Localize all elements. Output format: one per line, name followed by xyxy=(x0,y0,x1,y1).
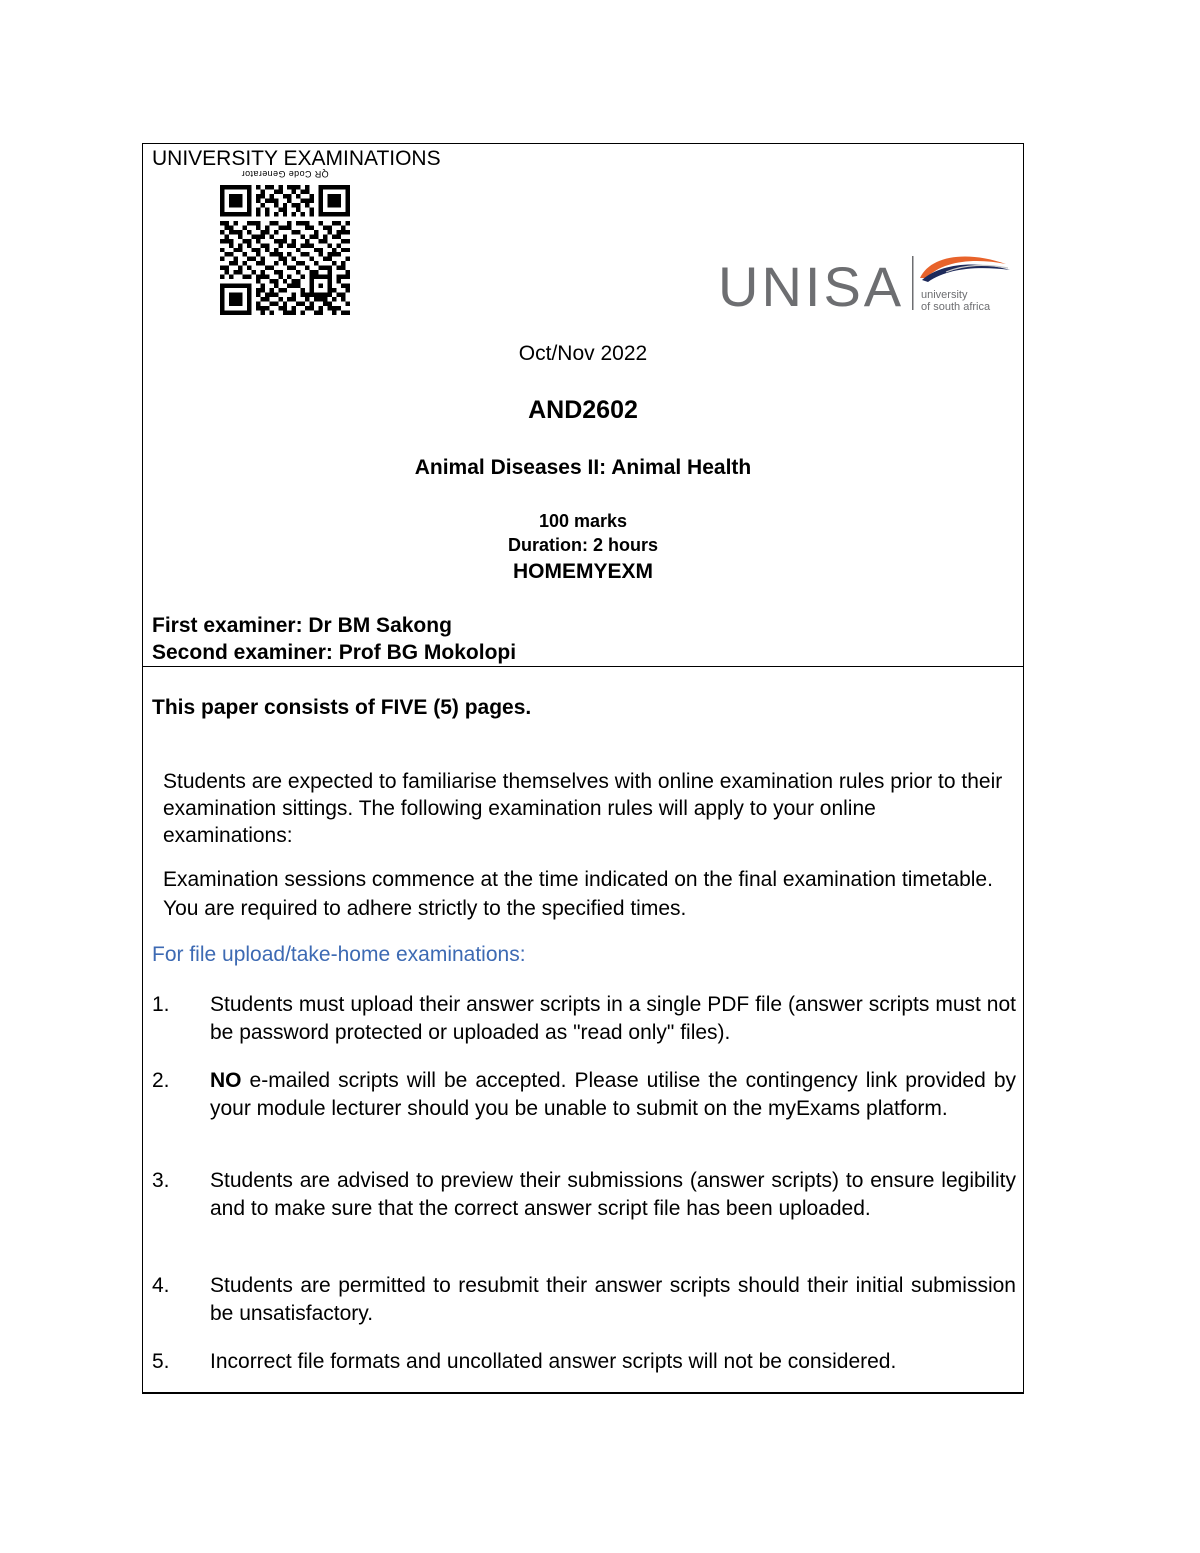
logo-subtext-2: of south africa xyxy=(921,301,991,313)
cover-divider xyxy=(142,666,1024,667)
rule-number: 5. xyxy=(152,1350,170,1373)
exam-date: Oct/Nov 2022 xyxy=(518,342,648,365)
second-examiner: Second examiner: Prof BG Mokolopi xyxy=(152,641,517,664)
module-code: AND2602 xyxy=(528,396,638,424)
total-marks: 100 marks xyxy=(538,511,628,531)
exam-type: HOMEMYEXM xyxy=(512,560,653,583)
qr-code-icon xyxy=(220,185,350,315)
rule-number: 4. xyxy=(152,1274,170,1297)
rule-text-container xyxy=(210,1067,1016,1123)
rule-text: e-mailed scripts will be accepted. Please utilise the contingency link provided by your module lecturer should you be unable to submit on the myExams platform. xyxy=(210,1069,1016,1120)
pages-note: This paper consists of FIVE (5) pages. xyxy=(152,696,532,719)
rule-text: Students must upload their answer scripts in a single PDF file (answer scripts must not be password protected or uploaded as "read only" files). xyxy=(210,993,1016,1044)
instructions-paragraph: Students are expected to familiarise themselves with online examination rules prior to their examination sittings. The following examination rules will apply to your online examinations: xyxy=(163,770,1003,847)
rule-text: Students are advised to preview their submissions (answer scripts) to ensure legibility and to make sure that the correct answer script file has been uploaded. xyxy=(210,1169,1016,1220)
header-title: UNIVERSITY EXAMINATIONS xyxy=(152,147,441,170)
rule-text: Students are permitted to resubmit their answer scripts should their initial submission be unsatisfactory. xyxy=(210,1274,1016,1325)
rule-text: Incorrect file formats and uncollated answer scripts will not be considered. xyxy=(210,1350,897,1373)
unisa-logo xyxy=(716,248,1016,318)
logo-subtext-1: university xyxy=(921,289,968,301)
logo-wordmark: UNISA xyxy=(718,255,905,318)
module-title: Animal Diseases II: Animal Health xyxy=(414,456,752,479)
first-examiner: First examiner: Dr BM Sakong xyxy=(152,614,452,637)
rule-number: 3. xyxy=(152,1169,170,1192)
qr-caption: QR Code Generator xyxy=(241,169,329,179)
rule-bold-prefix: NO xyxy=(210,1069,242,1092)
rule-number: 1. xyxy=(152,993,170,1016)
upload-heading: For file upload/take-home examinations: xyxy=(152,943,526,966)
exam-duration: Duration: 2 hours xyxy=(507,535,658,555)
session-paragraph: Examination sessions commence at the time indicated on the final examination timetable. You are required to adhere strictly to the specified times. xyxy=(163,868,993,920)
rule-number: 2. xyxy=(152,1069,170,1092)
